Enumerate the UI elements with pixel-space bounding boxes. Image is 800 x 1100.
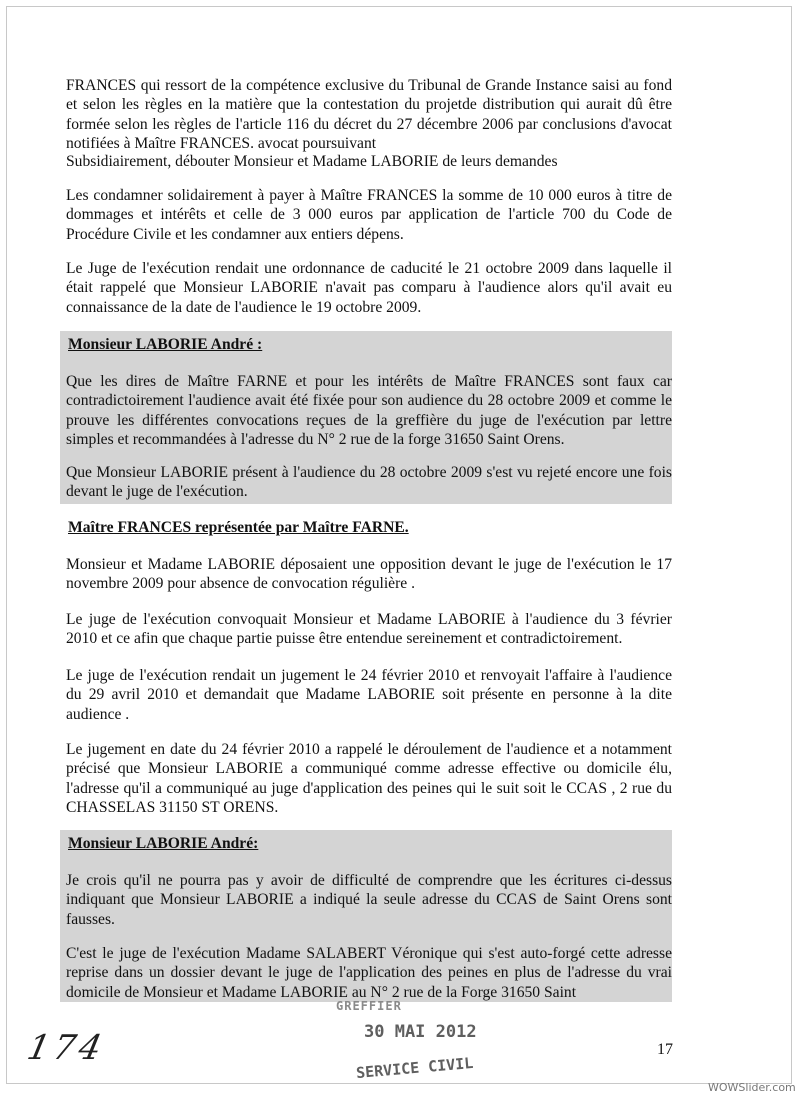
paragraph-dires-farne: Que les dires de Maître FARNE et pour les intérêts de Maître FRANCES sont faux car contradictoirement l'audience avait été fixée pour son audience du 28 octobre 2009 et comme le prouve les différentes convocations reçues de la greffière du juge de l'exécution par lettre simples et recommandées à l'adresse du N° 2 rue de la forge 31650 Saint Orens.	[66, 373, 672, 449]
section-heading-frances: Maître FRANCES représentée par Maître FARNE.	[68, 519, 409, 536]
paragraph-opposition: Monsieur et Madame LABORIE déposaient une opposition devant le juge de l'exécution le 17 novembre 2009 pour absence de convocation régulière .	[66, 556, 672, 593]
page-number: 17	[657, 1041, 673, 1058]
paragraph-salabert: C'est le juge de l'exécution Madame SALABERT Véronique qui s'est auto-forgé cette adresse reprise dans un dossier devant le juge de l'application des peines en plus de l'adresse du vrai domicile de Monsieur et Madame LABORIE au N° 2 rue de la Forge 31650 Saint	[66, 945, 672, 1001]
paragraph-subsidiairement: Subsidiairement, débouter Monsieur et Madame LABORIE de leurs demandes	[66, 153, 558, 170]
paragraph-frances-competence: FRANCES qui ressort de la compétence exclusive du Tribunal de Grande Instance saisi au fond et selon les règles en la matière que la contestation du projetde distribution qui aurait dû être formée selon les règles de l'article 116 du décret du 27 décembre 2006 par conclusions d'avocat notifiées à Maître FRANCES. avocat poursuivant	[66, 77, 672, 153]
paragraph-present-audience: Que Monsieur LABORIE présent à l'audience du 28 octobre 2009 s'est vu rejeté encore une fois devant le juge de l'exécution.	[66, 464, 672, 501]
section-heading-laborie-1: Monsieur LABORIE André :	[68, 336, 263, 353]
handwritten-page-number: 174	[23, 1028, 110, 1068]
paragraph-convocation: Le juge de l'exécution convoquait Monsieur et Madame LABORIE à l'audience du 3 février 2010 et ce afin que chaque partie puisse être entendue sereinement et contradictoirement.	[66, 611, 672, 648]
paragraph-jugement-rappel: Le jugement en date du 24 février 2010 a rappelé le déroulement de l'audience et a notamment précisé que Monsieur LABORIE a communiqué comme adresse effective ou domicile élu, l'adresse qu'il a communiqué au juge d'application des peines qui le suit soit le CCAS , 2 rue du CHASSELAS 31150 ST ORENS.	[66, 741, 672, 817]
stamp-greffier: GREFFIER	[336, 999, 402, 1013]
paragraph-condamner: Les condamner solidairement à payer à Maître FRANCES la somme de 10 000 euros à titre de dommages et intérêts et celle de 3 000 euros par application de l'article 700 du Code de Procédure Civile et les condamner aux entiers dépens.	[66, 187, 672, 243]
section-heading-laborie-2: Monsieur LABORIE André:	[68, 835, 259, 852]
paragraph-je-crois: Je crois qu'il ne pourra pas y avoir de difficulté de comprendre que les écritures ci-dessus indiquant que Monsieur LABORIE a indiqué la seule adresse du CCAS de Saint Orens sont fausses.	[66, 872, 672, 928]
watermark-text: WOWSlider.com	[708, 1081, 796, 1094]
stamp-service: SERVICE CIVIL	[355, 1053, 474, 1083]
paragraph-jugement-renvoi: Le juge de l'exécution rendait un jugement le 24 février 2010 et renvoyait l'affaire à l'audience du 29 avril 2010 et demandait que Madame LABORIE soit présente en personne à la dite audience .	[66, 667, 672, 723]
paragraph-ordonnance-caducite: Le Juge de l'exécution rendait une ordonnance de caducité le 21 octobre 2009 dans laquelle il était rappelé que Monsieur LABORIE n'avait pas comparu à l'audience alors qu'il avait eu connaissance de la date de l'audience le 19 octobre 2009.	[66, 260, 672, 316]
stamp-date: 30 MAI 2012	[364, 1022, 477, 1042]
